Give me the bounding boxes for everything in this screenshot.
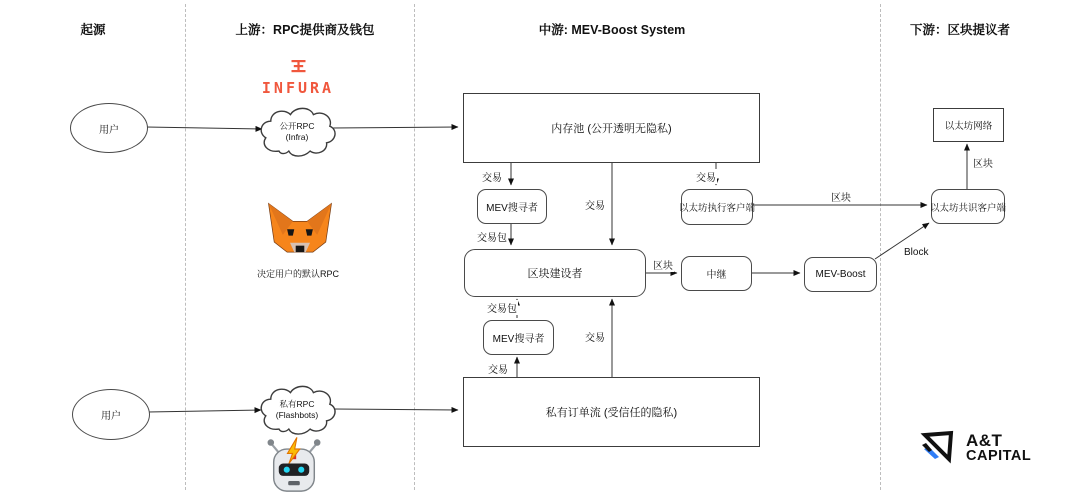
node-mev-searcher-bottom-label: MEV搜寻者 <box>492 334 545 345</box>
node-eth-exec-client-label: 以太坊执行客户端 <box>679 203 756 214</box>
node-mempool <box>463 93 760 163</box>
node-user-top-label: 用户 <box>99 124 119 136</box>
node-relay-label: 中继 <box>706 270 727 281</box>
header-downstream: 下游：区块提议者 <box>909 23 1011 37</box>
at-capital-mark-icon <box>920 428 960 468</box>
header-midstream: 中游: MEV-Boost System <box>538 23 686 37</box>
node-mev-searcher-top-label: MEV搜寻者 <box>486 203 538 214</box>
edge-label-bundle: 交易包 <box>486 300 518 315</box>
column-divider <box>880 4 881 490</box>
node-user-bottom-label: 用户 <box>101 411 121 422</box>
node-eth-network-label: 以太坊网络 <box>944 121 993 132</box>
node-mev-boost-label: MEV-Boost <box>815 269 866 280</box>
node-user-top <box>70 103 148 153</box>
node-eth-consensus-client-label: 以太坊共识客户端 <box>930 202 1007 214</box>
node-public-rpc-line1: 公开RPC <box>279 121 315 132</box>
node-public-rpc <box>256 103 338 161</box>
node-mev-searcher-bottom <box>483 320 554 355</box>
node-block-builder-label: 区块建设者 <box>527 268 583 280</box>
node-private-orderflow-label: 私有订单流 (受信任的隐私) <box>545 407 678 419</box>
node-private-orderflow <box>463 377 760 447</box>
infura-wordmark: INFURA <box>261 79 335 97</box>
node-eth-exec-client <box>679 189 756 225</box>
node-block-builder <box>464 249 646 297</box>
node-eth-consensus-client <box>931 189 1005 224</box>
node-private-rpc-line2: (Flashbots) <box>275 410 319 420</box>
node-user-bottom <box>72 389 150 440</box>
column-divider <box>414 4 415 490</box>
at-capital-logo <box>920 428 1031 468</box>
column-divider <box>185 4 186 490</box>
edge-label-block: 区块 <box>972 155 994 170</box>
node-mempool-label: 内存池 (公开透明无隐私) <box>551 123 672 135</box>
node-public-rpc-line2: (Infra) <box>285 132 309 142</box>
edge-label-block-en: Block <box>904 247 929 258</box>
node-private-rpc <box>256 381 338 439</box>
edge-label-block: 区块 <box>652 257 674 272</box>
node-private-rpc-line1: 私有RPC <box>279 399 315 410</box>
edge-label-tx: 交易 <box>584 197 606 212</box>
infura-logo <box>252 60 344 97</box>
edge-label-tx: 交易 <box>584 329 606 344</box>
header-origin: 起源 <box>80 23 106 37</box>
edge-label-tx: 交易 <box>487 361 509 376</box>
edge-label-block: 区块 <box>830 189 852 204</box>
metamask-caption: 决定用户的默认RPC <box>256 269 339 279</box>
flashbots-robot-icon <box>265 434 323 496</box>
at-capital-line2: CAPITAL <box>966 448 1032 465</box>
node-relay <box>681 256 752 291</box>
node-mev-searcher-top <box>477 189 547 224</box>
edge-label-tx: 交易 <box>695 169 717 184</box>
at-capital-line1: A&T <box>966 431 1003 451</box>
header-upstream: 上游：RPC提供商及钱包 <box>235 23 375 37</box>
edge-label-tx: 交易 <box>481 169 503 184</box>
node-mev-boost <box>804 257 877 292</box>
node-eth-network <box>933 108 1004 142</box>
edge-label-bundle: 交易包 <box>476 229 508 244</box>
infura-mark-icon <box>290 60 307 75</box>
metamask-fox-icon <box>264 202 336 265</box>
